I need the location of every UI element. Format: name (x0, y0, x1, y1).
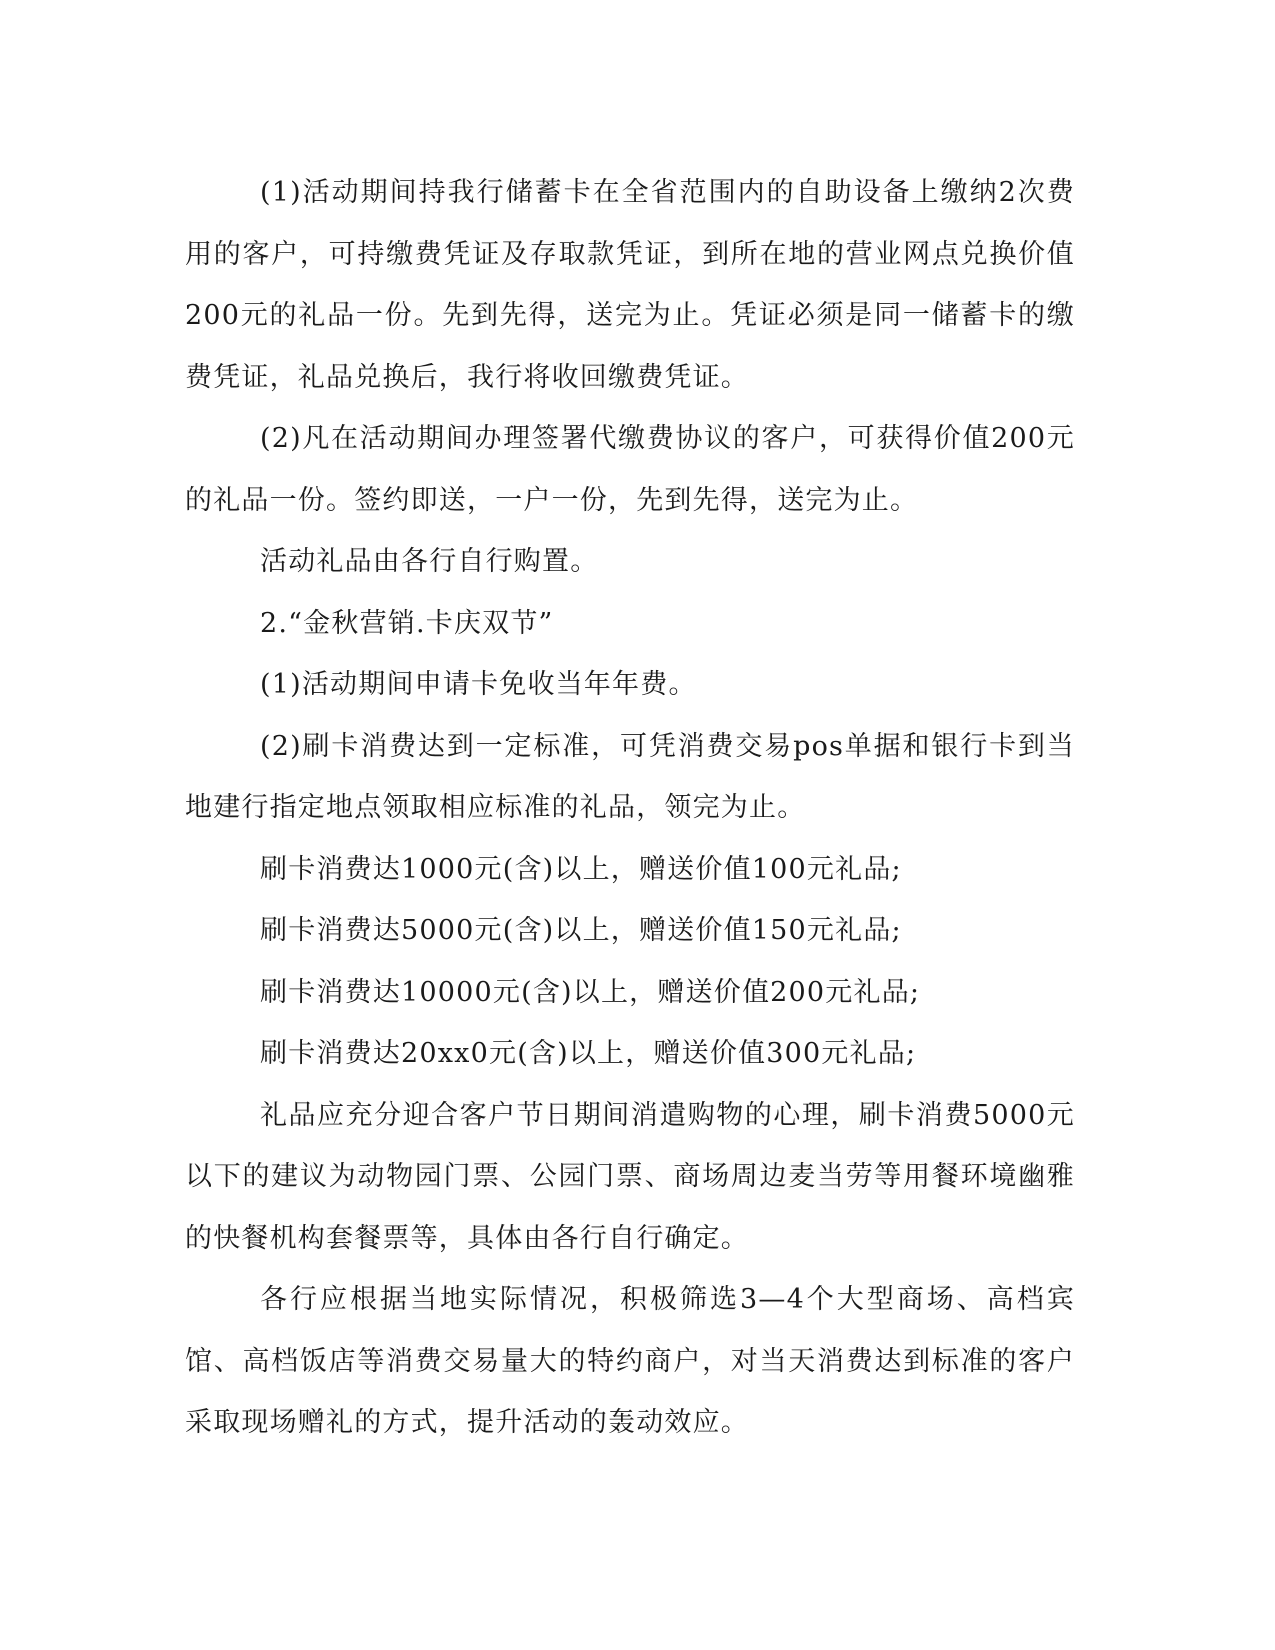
paragraph-agreement-signing-gift: (2)凡在活动期间办理签署代缴费协议的客户，可获得价值200元的礼品一份。签约即送，一户一份，先到先得，送完为止。 (185, 423, 1075, 516)
reward-tier-5000: 刷卡消费达5000元(含)以上，赠送价值150元礼品; (260, 915, 902, 946)
paragraph-annual-fee-waiver: (1)活动期间申请卡免收当年年费。 (260, 669, 697, 700)
paragraph-gift-purchase-note: 活动礼品由各行自行购置。 (260, 546, 599, 577)
paragraph-gift-suggestions: 礼品应充分迎合客户节日期间消遣购物的心理，刷卡消费5000元以下的建议为动物园门票、公园门票、商场周边麦当劳等用餐环境幽雅的快餐机构套餐票等，具体由各行自行确定。 (185, 1099, 1075, 1254)
paragraph-merchant-selection: 各行应根据当地实际情况，积极筛选3—4个大型商场、高档宾馆、高档饭店等消费交易量大的特约商户，对当天消费达到标准的客户采取现场赠礼的方式，提升活动的轰动效应。 (185, 1284, 1075, 1438)
section-heading-golden-autumn: 2.“金秋营销.卡庆双节” (260, 607, 554, 639)
document-body (185, 162, 1075, 1454)
paragraph-spending-reward: (2)刷卡消费达到一定标准，可凭消费交易pos单据和银行卡到当地建行指定地点领取相应标准的礼品，领完为止。 (185, 730, 1075, 823)
reward-tier-1000: 刷卡消费达1000元(含)以上，赠送价值100元礼品; (260, 853, 902, 885)
reward-tier-20xx0: 刷卡消费达20xx0元(含)以上，赠送价值300元礼品; (260, 1038, 917, 1069)
paragraph-self-service-payment-gift: (1)活动期间持我行储蓄卡在全省范围内的自助设备上缴纳2次费用的客户，可持缴费凭证及存取款凭证，到所在地的营业网点兑换价值200元的礼品一份。先到先得，送完为止。凭证必须是同一储蓄卡的缴费凭证，礼品兑换后，我行将收回缴费凭证。 (185, 177, 1075, 393)
reward-tier-10000: 刷卡消费达10000元(含)以上，赠送价值200元礼品; (260, 976, 921, 1008)
